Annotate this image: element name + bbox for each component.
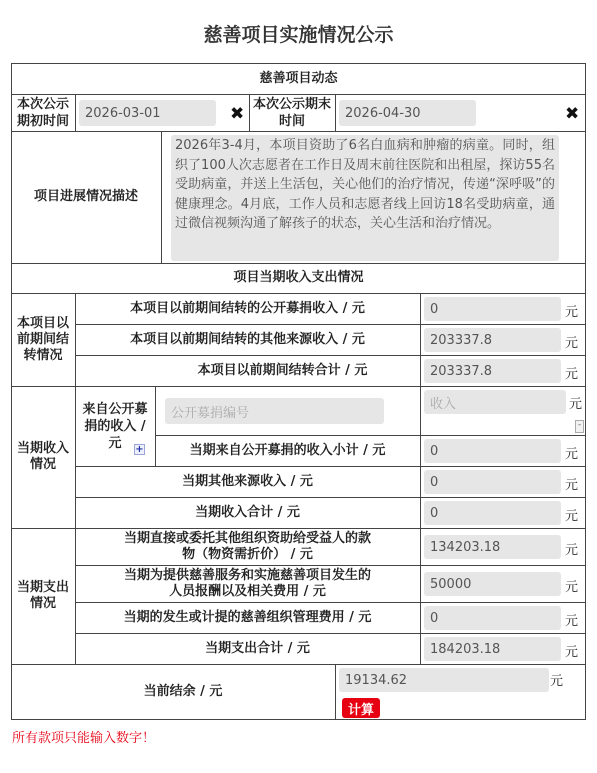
page-title: 慈善项目实施情况公示 <box>203 24 394 46</box>
progress-textarea[interactable]: 2026年3-4月，本项目资助了6名白血病和肿瘤的病童。同时，组织了100人次志愿者在工作日及周末前往医院和出租屋，探访55名受助病童，并送上生活包，关心他们的治疗情况，传递“深呼吸”的健康理念。4月底，工作人员和志愿者线上回访18名受助病童，通过微信视频沟通了解孩子的状态，关心生活和治疗情况。 <box>171 135 559 261</box>
unit-label: 元 <box>565 478 579 493</box>
unit-label: 元 <box>565 543 579 558</box>
fundraising-id-input[interactable]: 公开募捐编号 <box>165 398 384 424</box>
unit-label: 元 <box>565 305 579 320</box>
income-total-label: 当期收入合计 / 元 <box>195 504 300 520</box>
unit-label: 元 <box>565 447 579 462</box>
unit-label: 元 <box>565 645 579 660</box>
carryover-other-label: 本项目以前期间结转的其他来源收入 / 元 <box>130 331 365 347</box>
income-public-subtotal-label: 当期来自公开募捐的收入小计 / 元 <box>189 442 386 458</box>
income-other-input[interactable]: 0 <box>424 470 561 494</box>
unit-label: 元 <box>565 336 579 351</box>
expense-total-label: 当期支出合计 / 元 <box>205 640 310 656</box>
unit-label: 元 <box>565 509 579 524</box>
carryover-group-label: 本项目以前期间结转情况 <box>16 315 69 363</box>
expense-admin-input[interactable]: 0 <box>424 606 561 630</box>
expense-service-label: 当期为提供慈善服务和实施慈善项目发生的人员报酬以及相关费用 / 元 <box>123 567 371 599</box>
fundraising-income-input[interactable]: 收入 <box>424 390 566 414</box>
period-start-input[interactable]: 2026-03-01 <box>79 100 216 126</box>
expense-group-label: 当期支出情况 <box>16 580 69 611</box>
progress-label: 项目进展情况描述 <box>33 189 138 204</box>
period-end-label: 本次公示期末时间 <box>253 96 332 129</box>
expense-direct-label: 当期直接或委托其他组织资助给受益人的款物（物资需折价） / 元 <box>123 530 371 562</box>
carryover-total-input[interactable]: 203337.8 <box>424 359 561 383</box>
unit-label: 元 <box>569 397 583 412</box>
add-fundraising-icon[interactable]: + <box>135 444 144 455</box>
income-group-label: 当期收入情况 <box>16 441 69 472</box>
unit-label: 元 <box>565 580 579 595</box>
calculate-button[interactable]: 计算 <box>342 698 380 718</box>
carryover-public-input[interactable]: 0 <box>424 297 561 321</box>
divider <box>75 94 76 131</box>
scroll-handle[interactable]: - <box>575 420 584 433</box>
section-header-dynamics: 慈善项目动态 <box>259 70 338 86</box>
section-header-finance: 项目当期收入支出情况 <box>233 270 364 285</box>
carryover-other-input[interactable]: 203337.8 <box>424 328 561 352</box>
balance-input[interactable]: 19134.62 <box>339 668 549 692</box>
divider <box>335 664 336 720</box>
carryover-total-label: 本项目以前期间结转合计 / 元 <box>197 362 368 378</box>
unit-label: 元 <box>565 367 579 382</box>
period-end-input[interactable]: 2026-04-30 <box>339 100 476 126</box>
clear-end-icon[interactable]: ✖ <box>565 104 580 124</box>
balance-label: 当前结余 / 元 <box>143 684 223 699</box>
carryover-public-label: 本项目以前期间结转的公开募捐收入 / 元 <box>130 300 365 316</box>
unit-label: 元 <box>550 674 564 689</box>
divider <box>161 131 162 263</box>
clear-start-icon[interactable]: ✖ <box>230 104 245 124</box>
expense-service-input[interactable]: 50000 <box>424 572 561 596</box>
expense-direct-input[interactable]: 134203.18 <box>424 535 561 559</box>
unit-label: 元 <box>565 614 579 629</box>
divider <box>420 386 421 664</box>
input-warning: 所有款项只能输入数字！ <box>12 731 156 746</box>
income-total-input[interactable]: 0 <box>424 501 561 525</box>
income-public-label: 来自公开募捐的收入 / 元 <box>82 401 148 451</box>
divider <box>420 293 421 386</box>
expense-total-input[interactable]: 184203.18 <box>424 637 561 661</box>
expense-admin-label: 当期的发生或计提的慈善组织管理费用 / 元 <box>123 609 372 625</box>
income-public-subtotal-input[interactable]: 0 <box>424 439 561 463</box>
income-other-label: 当期其他来源收入 / 元 <box>182 473 313 489</box>
period-start-label: 本次公示期初时间 <box>16 96 69 129</box>
divider <box>335 94 336 131</box>
